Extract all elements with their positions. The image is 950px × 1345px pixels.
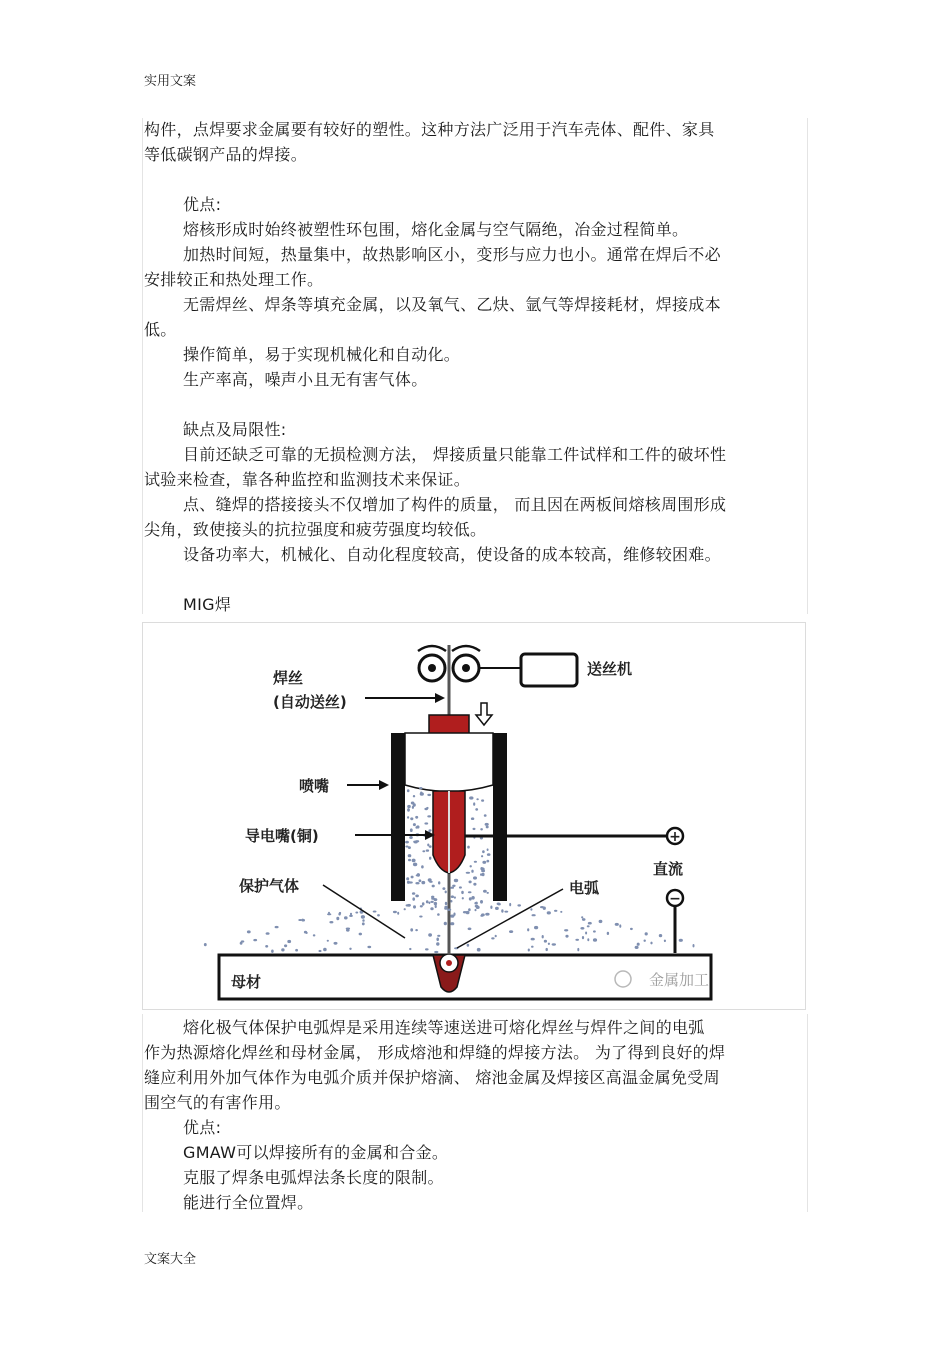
gas-particle — [477, 948, 481, 952]
gas-particle — [408, 846, 411, 849]
gas-particle — [247, 930, 251, 933]
gas-particle — [509, 930, 513, 933]
gas-particle — [319, 950, 322, 952]
gas-particle — [428, 878, 432, 882]
gas-particle — [635, 946, 639, 949]
gas-particle — [487, 892, 489, 894]
gas-particle — [359, 933, 362, 936]
gas-particle — [599, 920, 603, 923]
gas-particle — [582, 936, 584, 939]
gas-particle — [410, 928, 413, 931]
gas-particle — [486, 860, 489, 863]
gas-particle — [580, 927, 584, 930]
gas-particle — [483, 890, 487, 893]
gas-particle — [481, 855, 483, 857]
gas-particle — [548, 943, 550, 945]
torch-top-block — [429, 715, 469, 735]
gas-particle — [427, 794, 431, 796]
label-shield-gas: 保护气体 — [239, 877, 300, 895]
paragraph-line: 熔核形成时始终被塑性环包围，熔化金属与空气隔绝，冶金过程简单。 — [183, 220, 689, 239]
gas-particle — [434, 902, 437, 905]
nozzle-right-wall — [493, 733, 507, 901]
gas-particle — [421, 881, 425, 884]
gas-particle — [679, 939, 683, 942]
gas-particle — [424, 822, 428, 824]
gas-particle — [405, 841, 409, 844]
gas-particle — [476, 798, 478, 800]
gas-particle — [437, 935, 440, 937]
gas-particle — [445, 902, 447, 905]
gas-particle — [530, 908, 532, 910]
gas-particle — [408, 859, 411, 862]
gas-particle — [428, 933, 432, 936]
nozzle-body — [405, 733, 493, 792]
label-nozzle: 喷嘴 — [299, 777, 330, 795]
gas-particle — [473, 876, 477, 879]
label-dc: 直流 — [653, 860, 684, 878]
label-wire: 焊丝 — [273, 669, 304, 687]
paragraph-line: 无需焊丝、焊条等填充金属，以及氧气、乙炔、氩气等焊接耗材，焊接成本 — [183, 295, 721, 314]
gas-particle — [265, 945, 268, 948]
gas-particle — [575, 939, 579, 941]
gas-particle — [430, 907, 433, 910]
paragraph-line: 试验来检查，靠各种监控和监测技术来保证。 — [144, 470, 471, 489]
gas-particle — [422, 902, 425, 905]
gas-particle — [407, 805, 411, 808]
gas-particle — [546, 948, 548, 951]
gas-particle — [407, 789, 410, 792]
gas-particle — [487, 853, 491, 856]
gas-particle — [431, 898, 435, 900]
gas-particle — [527, 928, 529, 931]
gas-particle — [429, 829, 432, 831]
gas-particle — [645, 932, 648, 935]
gas-particle — [474, 902, 477, 905]
page-header: 实用文案 — [144, 74, 197, 89]
gas-particle — [452, 885, 455, 887]
gas-particle — [410, 817, 413, 820]
gas-particle — [404, 908, 406, 910]
gas-particle — [459, 886, 462, 888]
gas-particle — [425, 948, 429, 950]
gas-particle — [271, 950, 274, 953]
gas-particle — [469, 897, 472, 900]
gas-particle — [407, 816, 409, 819]
gas-particle — [409, 836, 413, 839]
gas-particle — [509, 903, 511, 906]
gas-particle — [339, 912, 341, 914]
gas-particle — [587, 925, 590, 927]
negative-sign: − — [669, 891, 681, 907]
gas-particle — [587, 938, 589, 941]
gas-particle — [467, 944, 470, 947]
gas-particle — [295, 949, 298, 952]
section-heading-mig: MIG焊 — [183, 595, 232, 614]
gas-particle — [454, 879, 458, 882]
watermark-text: 金属加工 — [649, 971, 710, 989]
paragraph-line: 安排较正和热处理工作。 — [144, 270, 324, 289]
gas-particle — [532, 914, 536, 916]
gas-particle — [615, 923, 619, 926]
gas-particle — [306, 932, 308, 934]
gas-particle — [450, 922, 454, 925]
gas-particle — [350, 913, 352, 915]
gas-particle — [444, 907, 447, 910]
gas-particle — [393, 911, 397, 913]
label-arc: 电弧 — [569, 879, 600, 897]
gas-particle — [411, 802, 415, 805]
label-base-metal: 母材 — [231, 973, 262, 991]
gas-particle — [415, 895, 419, 898]
paragraph-line: GMAW可以焊接所有的金属和合金。 — [183, 1143, 449, 1162]
gas-particle — [334, 942, 338, 945]
gas-particle — [469, 881, 472, 884]
gas-particle — [287, 940, 291, 943]
gas-particle — [495, 907, 499, 910]
gas-particle — [362, 922, 365, 925]
paragraph-line: 设备功率大，机械化、自动化程度较高，使设备的成本较高，维修较困难。 — [183, 545, 721, 564]
gas-particle — [485, 823, 489, 826]
gas-particle — [461, 891, 464, 894]
gas-particle — [241, 940, 245, 942]
gas-particle — [412, 806, 414, 809]
wire-pointer-arrowhead — [435, 693, 445, 703]
paragraph-line: 加热时间短，热量集中，故热影响区小，变形与应力也小。通常在焊后不必 — [183, 245, 721, 264]
gas-particle — [323, 948, 327, 952]
gas-particle — [413, 841, 416, 843]
gas-particle — [542, 935, 544, 938]
gas-particle — [437, 913, 440, 916]
section-heading-advantages: 优点: — [183, 195, 222, 214]
gas-particle — [659, 934, 662, 937]
gas-particle — [466, 911, 470, 914]
gas-particle — [362, 919, 364, 922]
gas-particle — [428, 902, 430, 905]
molten-droplet — [446, 960, 452, 966]
gas-particle — [466, 872, 470, 874]
positive-sign: + — [669, 829, 681, 845]
gas-particle — [581, 916, 583, 918]
gas-particle — [438, 881, 440, 884]
gas-particle — [471, 817, 474, 820]
gas-particle — [480, 828, 483, 830]
label-auto-feed: (自动送丝) — [273, 693, 347, 711]
gas-particle — [531, 946, 534, 948]
gas-particle — [491, 937, 494, 939]
gas-particle — [495, 935, 497, 938]
gas-particle — [467, 846, 470, 849]
gas-particle — [481, 799, 484, 801]
gas-particle — [469, 796, 473, 799]
gas-particle — [415, 929, 418, 931]
gas-particle — [419, 879, 422, 882]
gas-particle — [427, 815, 431, 817]
gas-particle — [482, 873, 485, 876]
gas-particle — [637, 943, 640, 946]
gas-particle — [336, 917, 339, 920]
label-contact-tip: 导电嘴(铜) — [245, 827, 319, 845]
section-heading-advantages: 优点: — [183, 1118, 222, 1137]
gas-particle — [361, 915, 365, 919]
gas-particle — [593, 938, 597, 942]
base-metal-plate — [219, 955, 711, 999]
paragraph-line: 操作简单，易于实现机械化和自动化。 — [183, 345, 461, 364]
gas-particle — [429, 846, 432, 848]
gas-particle — [487, 848, 489, 851]
gas-particle — [373, 911, 377, 913]
gas-particle — [471, 870, 473, 873]
gas-particle — [480, 900, 483, 904]
gas-particle — [607, 932, 609, 935]
gas-particle — [630, 928, 633, 930]
paragraph-line: 克服了焊条电弧焊法条长度的限制。 — [183, 1168, 444, 1187]
gas-particle — [445, 891, 447, 894]
gas-particle — [475, 905, 479, 907]
gas-particle — [412, 897, 415, 900]
gas-particle — [415, 816, 418, 819]
paragraph-line: 等低碳钢产品的焊接。 — [144, 145, 308, 164]
gas-particle — [475, 808, 478, 811]
page-footer: 文案大全 — [144, 1252, 197, 1267]
gas-particle — [693, 944, 695, 947]
gas-particle — [475, 909, 477, 911]
gas-particle — [474, 861, 477, 863]
paragraph-line: 点、缝焊的搭接接头不仅增加了构件的质量， 而且因在两板间熔核周围形成 — [183, 495, 727, 514]
gas-particle — [434, 951, 438, 953]
paragraph-line: 尖角，致使接头的抗拉强度和疲劳强度均较低。 — [144, 520, 487, 539]
gas-particle — [585, 932, 587, 935]
gas-particle — [419, 916, 422, 918]
gas-particle — [470, 865, 472, 867]
gas-particle — [468, 908, 471, 911]
gas-particle — [490, 906, 492, 909]
gas-particle — [450, 900, 452, 903]
feed-roller-right — [452, 646, 480, 681]
gas-particle — [577, 948, 579, 951]
gas-particle — [565, 935, 568, 938]
gas-particle — [436, 938, 439, 942]
gas-particle — [367, 946, 371, 948]
gas-particle — [416, 825, 419, 828]
gas-particle — [253, 939, 257, 941]
gas-particle — [473, 802, 475, 805]
gas-particle — [560, 911, 562, 913]
wire-feeder-box — [521, 654, 577, 686]
gas-particle — [420, 905, 423, 907]
gas-particle — [454, 896, 456, 898]
nozzle-pointer-arrowhead — [379, 780, 389, 790]
paragraph-line: 生产率高，噪声小且无有害气体。 — [183, 370, 428, 389]
gas-particle — [410, 828, 413, 832]
gas-particle — [422, 850, 425, 852]
gas-particle — [407, 904, 411, 907]
gas-particle — [344, 916, 348, 919]
gas-particle — [442, 887, 445, 890]
gas-particle — [327, 913, 331, 915]
gas-particle — [429, 857, 431, 860]
gas-particle — [430, 901, 433, 903]
section-heading-drawbacks: 缺点及局限性: — [183, 420, 287, 439]
gas-particle — [554, 910, 557, 912]
gas-particle — [329, 921, 333, 923]
gas-particle — [397, 912, 399, 915]
gas-particle — [481, 870, 485, 873]
feed-direction-arrow — [476, 703, 492, 725]
gas-particle — [588, 922, 592, 925]
gas-particle — [411, 876, 414, 879]
gas-particle — [564, 929, 568, 931]
gas-particle — [462, 897, 464, 899]
gas-particle — [413, 863, 417, 867]
gas-particle — [204, 943, 207, 946]
gas-particle — [501, 909, 503, 912]
gas-particle — [355, 912, 358, 914]
gas-particle — [432, 885, 435, 888]
gas-particle — [266, 932, 270, 935]
gas-particle — [497, 903, 501, 906]
feed-roller-left — [418, 646, 446, 681]
gas-particle — [415, 882, 419, 884]
paragraph-line: 低。 — [144, 320, 177, 339]
paragraph-line: 缝应利用外加气体作为电弧介质并保护熔滴、 熔池金属及焊接区高温金属免受周 — [144, 1068, 720, 1087]
gas-particle — [531, 938, 535, 941]
gas-particle — [281, 948, 284, 951]
gas-particle — [447, 909, 451, 911]
label-wire-feeder: 送丝机 — [587, 660, 633, 678]
gas-particle — [543, 907, 546, 910]
gas-particle — [664, 940, 666, 943]
gas-particle — [419, 787, 422, 789]
gas-particle — [482, 861, 486, 864]
gas-particle — [346, 928, 350, 930]
gas-particle — [313, 934, 316, 936]
gas-particle — [413, 905, 416, 908]
gas-particle — [417, 873, 420, 877]
gas-particle — [528, 949, 530, 952]
gas-particle — [619, 924, 621, 927]
gas-particle — [552, 943, 556, 945]
gas-particle — [301, 919, 303, 922]
gas-particle — [327, 940, 329, 942]
gas-particle — [413, 823, 416, 826]
gas-particle — [451, 895, 454, 898]
gas-particle — [468, 928, 472, 931]
gas-particle — [517, 904, 521, 906]
gas-particle — [275, 926, 279, 928]
paragraph-line: 能进行全位置焊。 — [183, 1193, 314, 1212]
gas-particle — [485, 913, 489, 916]
gas-particle — [473, 828, 476, 830]
gas-particle — [298, 919, 302, 921]
gas-particle — [412, 892, 415, 895]
gas-particle — [468, 891, 472, 893]
gas-particle — [406, 877, 409, 880]
gas-particle — [593, 930, 596, 932]
gas-particle — [413, 795, 415, 797]
paragraph-line: 围空气的有害作用。 — [144, 1093, 291, 1112]
gas-particle — [412, 859, 416, 863]
paragraph-line: 目前还缺乏可靠的无损检测方法， 焊接质量只能靠工件试样和工件的破坏性 — [183, 445, 727, 464]
gas-particle — [471, 896, 474, 900]
gas-particle — [547, 911, 551, 914]
gas-particle — [582, 918, 586, 921]
gas-particle — [444, 922, 447, 926]
gas-particle — [504, 911, 508, 913]
gas-particle — [650, 942, 652, 945]
gas-particle — [534, 926, 538, 929]
gas-particle — [426, 900, 429, 903]
gas-particle — [484, 814, 487, 817]
gas-particle — [473, 883, 476, 886]
gas-particle — [421, 865, 424, 868]
gas-particle — [349, 948, 351, 950]
gas-particle — [450, 915, 454, 918]
gas-particle — [426, 849, 429, 851]
gas-particle — [544, 940, 547, 943]
gas-particle — [486, 826, 489, 829]
mig-welding-diagram — [142, 622, 806, 1010]
gas-particle — [377, 914, 380, 916]
gas-particle — [436, 942, 439, 945]
gas-particle — [426, 807, 428, 809]
gas-particle — [482, 850, 485, 853]
gas-particle — [284, 944, 287, 947]
gas-particle — [407, 808, 410, 812]
gas-particle — [409, 948, 411, 950]
gas-particle — [420, 792, 422, 794]
nozzle-left-wall — [391, 733, 405, 901]
paragraph-line: 构件，点焊要求金属要有较好的塑性。这种方法广泛用于汽车壳体、配件、家具 — [144, 120, 715, 139]
gas-particle — [408, 854, 412, 857]
gas-particle — [644, 940, 646, 942]
paragraph-line: 作为热源熔化焊丝和母材金属， 形成熔池和焊缝的焊接方法。 为了得到良好的焊 — [144, 1043, 726, 1062]
gas-particle — [408, 881, 412, 883]
paragraph-line: 熔化极气体保护电弧焊是采用连续等速送进可熔化焊丝与焊件之间的电弧 — [183, 1018, 705, 1037]
gas-particle — [481, 913, 485, 916]
